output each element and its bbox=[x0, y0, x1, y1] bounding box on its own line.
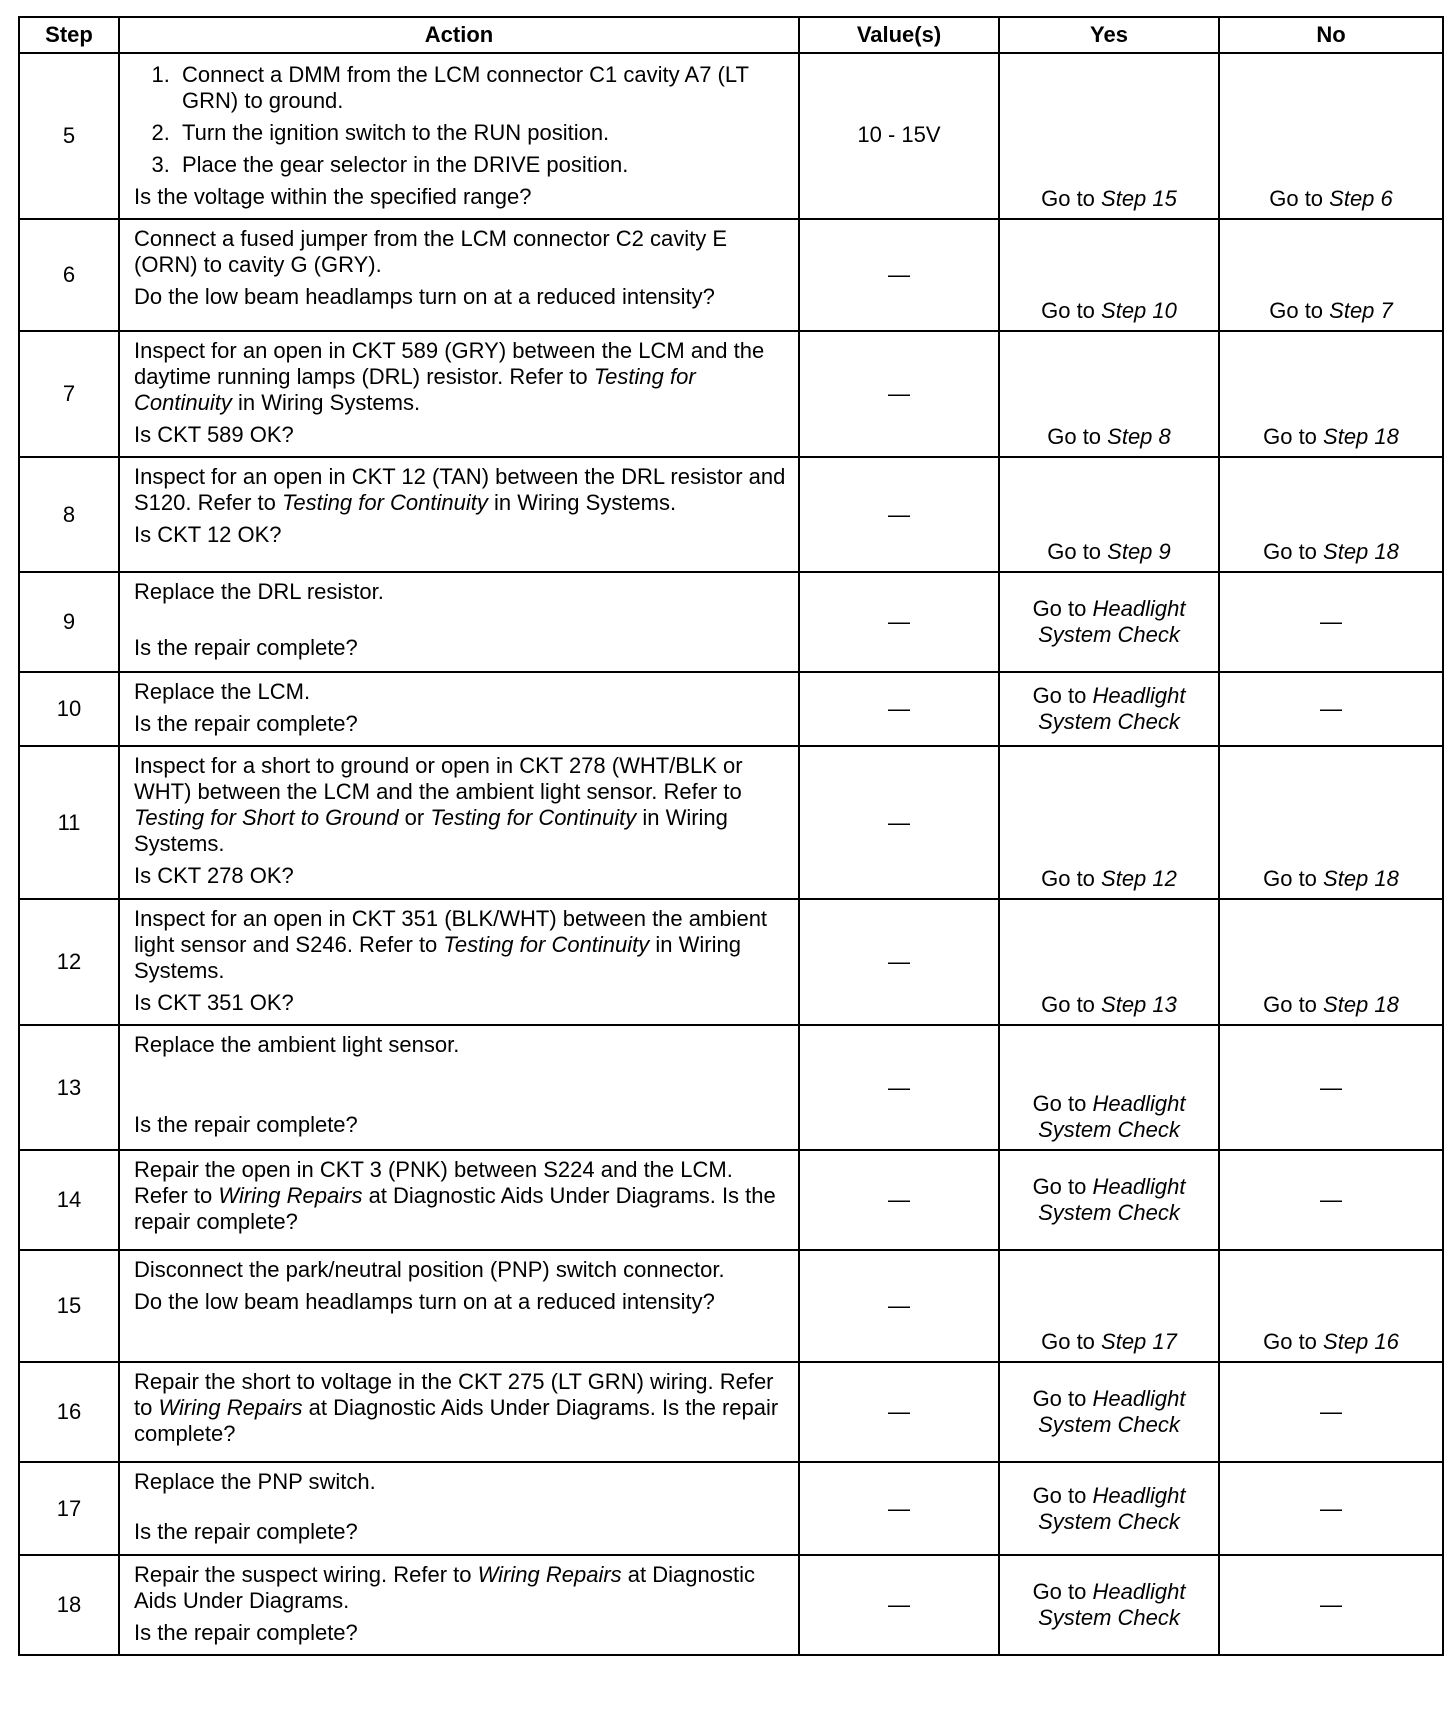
action-text: Connect a fused jumper from the LCM connector C2 cavity E (ORN) to cavity G (GRY). bbox=[134, 226, 728, 277]
action-text: Inspect for an open in CKT 12 (TAN) between the DRL resistor and S120. Refer to Testing for Continuity in Wiring Systems. bbox=[134, 464, 786, 515]
no-cell: Go to Step 18 bbox=[1219, 746, 1443, 899]
no-link[interactable]: Step 18 bbox=[1323, 992, 1399, 1017]
yes-link[interactable]: Headlight bbox=[1092, 596, 1186, 621]
action-cell bbox=[119, 672, 799, 746]
yes-link[interactable]: Step 10 bbox=[1101, 298, 1177, 323]
action-list-item: 2. Turn the ignition switch to the RUN position. bbox=[176, 120, 788, 146]
no-cell: — bbox=[1219, 1555, 1443, 1655]
header-step: Step bbox=[19, 17, 119, 53]
step-number: 16 bbox=[19, 1362, 119, 1462]
step-number: 5 bbox=[19, 53, 119, 219]
action-question: Do the low beam headlamps turn on at a reduced intensity? bbox=[134, 1289, 715, 1314]
yes-link[interactable]: Headlight bbox=[1092, 683, 1186, 708]
action-question: Is the repair complete? bbox=[134, 635, 358, 660]
table-row-step-8 bbox=[19, 457, 1443, 572]
yes-cell: Go to Headlight System Check bbox=[999, 1555, 1219, 1655]
step-number: 15 bbox=[19, 1250, 119, 1362]
step-number: 6 bbox=[19, 219, 119, 331]
no-link[interactable]: Step 18 bbox=[1323, 424, 1399, 449]
no-cell: Go to Step 18 bbox=[1219, 457, 1443, 572]
action-question: Is CKT 589 OK? bbox=[134, 422, 294, 447]
step-number: 7 bbox=[19, 331, 119, 457]
step-number: 8 bbox=[19, 457, 119, 572]
yes-cell: Go to Step 17 bbox=[999, 1250, 1219, 1362]
yes-link[interactable]: Headlight bbox=[1092, 1579, 1186, 1604]
step-number: 13 bbox=[19, 1025, 119, 1150]
no-cell: — bbox=[1219, 572, 1443, 672]
yes-link[interactable]: Headlight bbox=[1092, 1174, 1186, 1199]
action-question: Is the repair complete? bbox=[134, 711, 358, 736]
table-row-step-18 bbox=[19, 1555, 1443, 1655]
step-number: 12 bbox=[19, 899, 119, 1025]
yes-cell: Go to Step 12 bbox=[999, 746, 1219, 899]
no-cell: — bbox=[1219, 1025, 1443, 1150]
action-text: Inspect for a short to ground or open in CKT 278 (WHT/BLK or WHT) between the LCM and the ambient light sensor. Refer to Testing for Short to Ground or Testing for Continuity in Wiring Systems. bbox=[134, 753, 743, 856]
yes-link[interactable]: Step 12 bbox=[1101, 866, 1177, 891]
yes-link[interactable]: Step 13 bbox=[1101, 992, 1177, 1017]
no-cell: — bbox=[1219, 1150, 1443, 1250]
table-row-step-12 bbox=[19, 899, 1443, 1025]
step-number: 14 bbox=[19, 1150, 119, 1250]
action-question: Is the voltage within the specified range? bbox=[134, 184, 532, 209]
step-number: 11 bbox=[19, 746, 119, 899]
yes-link[interactable]: Headlight bbox=[1092, 1482, 1186, 1508]
action-cell bbox=[119, 572, 799, 672]
no-cell: — bbox=[1219, 1462, 1443, 1555]
no-cell: — bbox=[1219, 672, 1443, 746]
action-list-item: 1. Connect a DMM from the LCM connector C1 cavity A7 (LT GRN) to ground. bbox=[176, 62, 788, 114]
value-cell: — bbox=[799, 1150, 999, 1250]
yes-cell: Go to Step 8 bbox=[999, 331, 1219, 457]
yes-link[interactable]: Step 17 bbox=[1101, 1329, 1177, 1354]
yes-link[interactable]: Step 9 bbox=[1107, 539, 1171, 564]
action-text: Replace the PNP switch. bbox=[134, 1469, 376, 1494]
value-cell: — bbox=[799, 331, 999, 457]
table-row-step-16 bbox=[19, 1362, 1443, 1462]
table-row-step-10 bbox=[19, 672, 1443, 746]
action-text: Repair the suspect wiring. Refer to Wiring Repairs at Diagnostic Aids Under Diagrams. bbox=[134, 1562, 755, 1613]
table-row-step-14 bbox=[19, 1150, 1443, 1250]
action-question: Is the repair complete? bbox=[134, 1519, 358, 1544]
step-number: 17 bbox=[19, 1462, 119, 1555]
action-cell bbox=[119, 457, 799, 572]
action-cell bbox=[119, 1555, 799, 1655]
table-row-step-5 bbox=[19, 53, 1443, 219]
no-link[interactable]: Step 18 bbox=[1323, 866, 1399, 891]
yes-link[interactable]: Headlight bbox=[1092, 1091, 1186, 1116]
no-cell: Go to Step 18 bbox=[1219, 331, 1443, 457]
action-cell bbox=[119, 1150, 799, 1250]
value-cell: — bbox=[799, 219, 999, 331]
header-no: No bbox=[1219, 17, 1443, 53]
table-row-step-11 bbox=[19, 746, 1443, 899]
no-cell: Go to Step 6 bbox=[1219, 53, 1443, 219]
action-question: Is CKT 351 OK? bbox=[134, 990, 294, 1015]
action-cell bbox=[119, 219, 799, 331]
diagnostic-table bbox=[18, 16, 1444, 1656]
value-cell: — bbox=[799, 1025, 999, 1150]
action-question: Is CKT 12 OK? bbox=[134, 522, 282, 547]
action-text: Replace the ambient light sensor. bbox=[134, 1032, 460, 1057]
no-cell: Go to Step 18 bbox=[1219, 899, 1443, 1025]
value-cell: — bbox=[799, 746, 999, 899]
yes-cell: Go to Headlight System Check bbox=[999, 1025, 1219, 1150]
value-cell: — bbox=[799, 1555, 999, 1655]
yes-cell: Go to Step 9 bbox=[999, 457, 1219, 572]
action-text: Repair the short to voltage in the CKT 275 (LT GRN) wiring. Refer to Wiring Repairs at Diagnostic Aids Under Diagrams. Is the repair complete? bbox=[134, 1369, 779, 1446]
table-row-step-13 bbox=[19, 1025, 1443, 1150]
no-cell: — bbox=[1219, 1362, 1443, 1462]
action-question: Is the repair complete? bbox=[134, 1620, 358, 1645]
yes-cell: Go to Headlight System Check bbox=[999, 1362, 1219, 1462]
action-text: Inspect for an open in CKT 351 (BLK/WHT) between the ambient light sensor and S246. Refer to Testing for Continuity in Wiring Systems. bbox=[134, 906, 768, 983]
action-cell bbox=[119, 1250, 799, 1362]
step-number: 9 bbox=[19, 572, 119, 672]
value-cell: — bbox=[799, 1362, 999, 1462]
action-question: Is the repair complete? bbox=[134, 1112, 358, 1137]
value-cell: — bbox=[799, 457, 999, 572]
no-link[interactable]: Step 16 bbox=[1323, 1329, 1399, 1354]
yes-link[interactable]: Step 15 bbox=[1101, 186, 1177, 211]
yes-link[interactable]: Step 8 bbox=[1107, 424, 1171, 449]
action-text: Replace the LCM. bbox=[134, 679, 311, 704]
action-cell bbox=[119, 1362, 799, 1462]
action-cell bbox=[119, 53, 799, 219]
yes-link[interactable]: Headlight bbox=[1092, 1386, 1186, 1411]
table-row-step-7 bbox=[19, 331, 1443, 457]
header-row bbox=[19, 17, 1443, 53]
table-row-step-17 bbox=[19, 1462, 1443, 1555]
action-text: Replace the DRL resistor. bbox=[134, 579, 384, 604]
action-question: Do the low beam headlamps turn on at a reduced intensity? bbox=[134, 284, 715, 309]
yes-cell: Go to Step 13 bbox=[999, 899, 1219, 1025]
yes-cell: Go to Step 10 bbox=[999, 219, 1219, 331]
step-number: 10 bbox=[19, 672, 119, 746]
action-cell bbox=[119, 899, 799, 1025]
action-list bbox=[134, 62, 788, 178]
action-cell bbox=[119, 1462, 799, 1555]
value-cell: — bbox=[799, 572, 999, 672]
step-number: 18 bbox=[19, 1555, 119, 1655]
header-yes: Yes bbox=[999, 17, 1219, 53]
value-cell: 10 - 15V bbox=[799, 53, 999, 219]
no-cell: Go to Step 7 bbox=[1219, 219, 1443, 331]
yes-cell: Go to Headlight System Check bbox=[999, 1150, 1219, 1250]
no-link[interactable]: Step 18 bbox=[1323, 539, 1399, 564]
yes-cell: Go to Headlight System Check bbox=[999, 672, 1219, 746]
yes-cell: Go to Step 15 bbox=[999, 53, 1219, 219]
value-cell: — bbox=[799, 1250, 999, 1362]
value-cell: — bbox=[799, 672, 999, 746]
table-row-step-6 bbox=[19, 219, 1443, 331]
action-text: Disconnect the park/neutral position (PNP) switch connector. bbox=[134, 1257, 725, 1282]
action-text: Inspect for an open in CKT 589 (GRY) between the LCM and the daytime running lamps (DRL) resistor. Refer to Testing for Continuity in Wiring Systems. bbox=[134, 338, 765, 415]
action-question: Is CKT 278 OK? bbox=[134, 863, 294, 888]
action-list-item: 3. Place the gear selector in the DRIVE position. bbox=[176, 152, 788, 178]
value-cell: — bbox=[799, 899, 999, 1025]
yes-cell: Go to Headlight System Check bbox=[999, 572, 1219, 672]
action-text: Repair the open in CKT 3 (PNK) between S224 and the LCM. Refer to Wiring Repairs at Diagnostic Aids Under Diagrams. Is the repair complete? bbox=[134, 1157, 776, 1234]
no-link[interactable]: Step 6 bbox=[1329, 186, 1393, 211]
table-row-step-9 bbox=[19, 572, 1443, 672]
action-cell bbox=[119, 746, 799, 899]
value-cell: — bbox=[799, 1462, 999, 1555]
action-cell bbox=[119, 331, 799, 457]
table-row-step-15 bbox=[19, 1250, 1443, 1362]
yes-cell: Go to Headlight System Check bbox=[999, 1462, 1219, 1555]
header-values: Value(s) bbox=[799, 17, 999, 53]
no-cell: Go to Step 16 bbox=[1219, 1250, 1443, 1362]
header-action: Action bbox=[119, 17, 799, 53]
no-link[interactable]: Step 7 bbox=[1329, 298, 1393, 323]
action-cell bbox=[119, 1025, 799, 1150]
